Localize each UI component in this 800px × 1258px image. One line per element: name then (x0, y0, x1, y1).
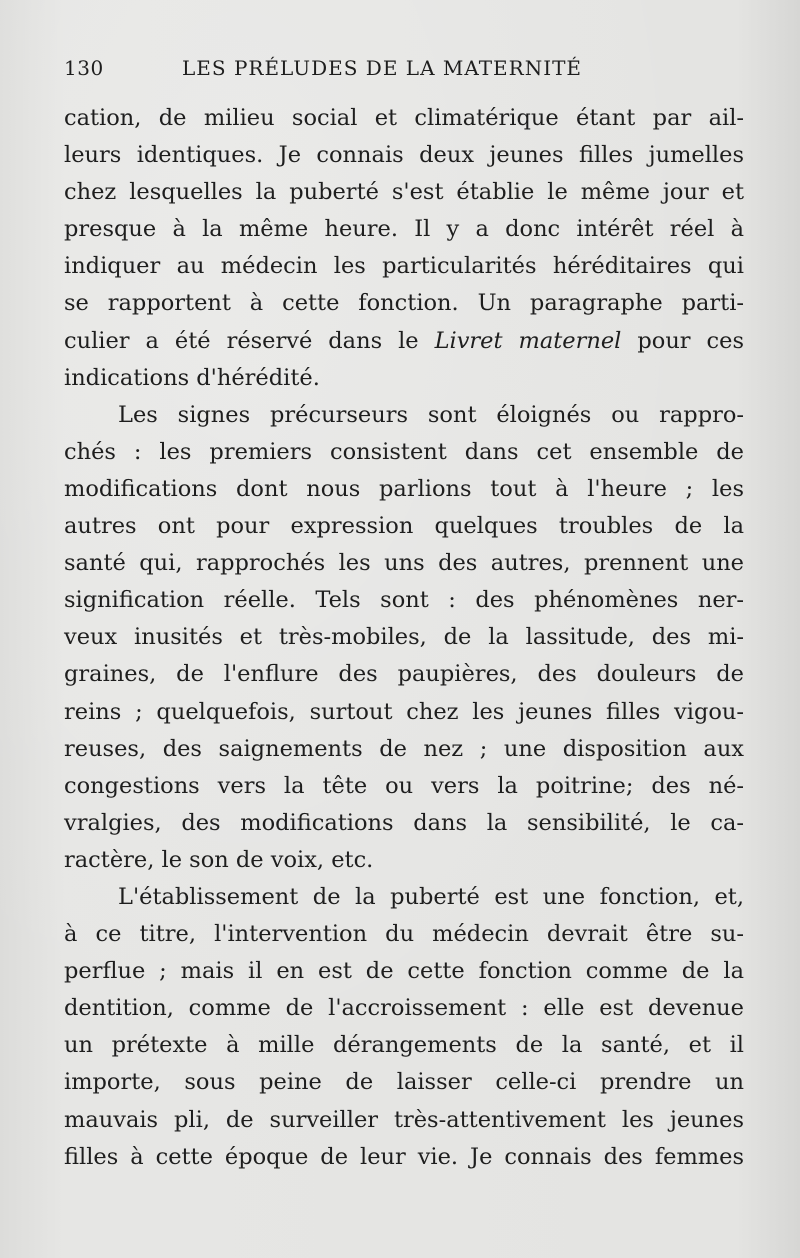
running-title: LES PRÉLUDES DE LA MATERNITÉ (182, 56, 583, 80)
text-run: culier a été réservé dans le (64, 327, 435, 354)
paragraph-end-line: indications d'hérédité. (64, 364, 320, 391)
text-line: modifications dont nous parlions tout à l'heure ; les (64, 475, 744, 502)
text-line: indiquer au médecin les particularités héréditaires qui (64, 253, 744, 280)
text-line: graines, de l'enflure des paupières, des douleurs de (64, 661, 744, 688)
text-line: presque à la même heure. Il y a donc intérêt réel à (64, 216, 744, 243)
text-line: perflue ; mais il en est de cette fonction comme de la (64, 958, 744, 985)
text-line: vralgies, des modifications dans la sensibilité, le ca- (64, 809, 744, 836)
text-line: congestions vers la tête ou vers la poitrine; des né- (64, 772, 744, 799)
italic-title: Livret maternel (434, 327, 622, 354)
text-line: dentition, comme de l'accroissement : elle est devenue (64, 995, 744, 1022)
text-line: se rapportent à cette fonction. Un paragraphe parti- (64, 290, 744, 317)
page-header (64, 52, 656, 86)
text-run: pour ces (621, 327, 744, 354)
text-line: chés : les premiers consistent dans cet ensemble de (64, 438, 744, 465)
text-line: autres ont pour expression quelques troubles de la (64, 513, 744, 540)
body-text (64, 100, 744, 1176)
text-line: chez lesquelles la puberté s'est établie le même jour et (64, 179, 744, 206)
paragraph-start-line: L'établissement de la puberté est une fonction, et, (118, 883, 744, 910)
paragraph-end-line: ractère, le son de voix, etc. (64, 846, 374, 873)
text-line: à ce titre, l'intervention du médecin devrait être su- (64, 921, 744, 948)
text-line: veux inusités et très-mobiles, de la lassitude, des mi- (64, 624, 744, 651)
text-line: filles à cette époque de leur vie. Je connais des femmes (64, 1143, 744, 1170)
page-number: 130 (64, 56, 104, 80)
text-line: cation, de milieu social et climatérique étant par ail- (64, 105, 744, 131)
text-line: mauvais pli, de surveiller très-attentivement les jeunes (64, 1106, 744, 1133)
text-line (64, 323, 744, 360)
paragraph-start-line: Les signes précurseurs sont éloignés ou rappro- (118, 401, 744, 428)
text-line: leurs identiques. Je connais deux jeunes filles jumelles (64, 142, 744, 169)
text-line: reuses, des saignements de nez ; une disposition aux (64, 735, 744, 762)
text-line: signification réelle. Tels sont : des phénomènes ner- (64, 587, 744, 614)
text-line: un prétexte à mille dérangements de la santé, et il (64, 1032, 744, 1059)
text-line: reins ; quelquefois, surtout chez les jeunes filles vigou- (64, 698, 744, 725)
text-line: importe, sous peine de laisser celle-ci prendre un (64, 1069, 744, 1096)
text-line: santé qui, rapprochés les uns des autres, prennent une (64, 550, 744, 577)
